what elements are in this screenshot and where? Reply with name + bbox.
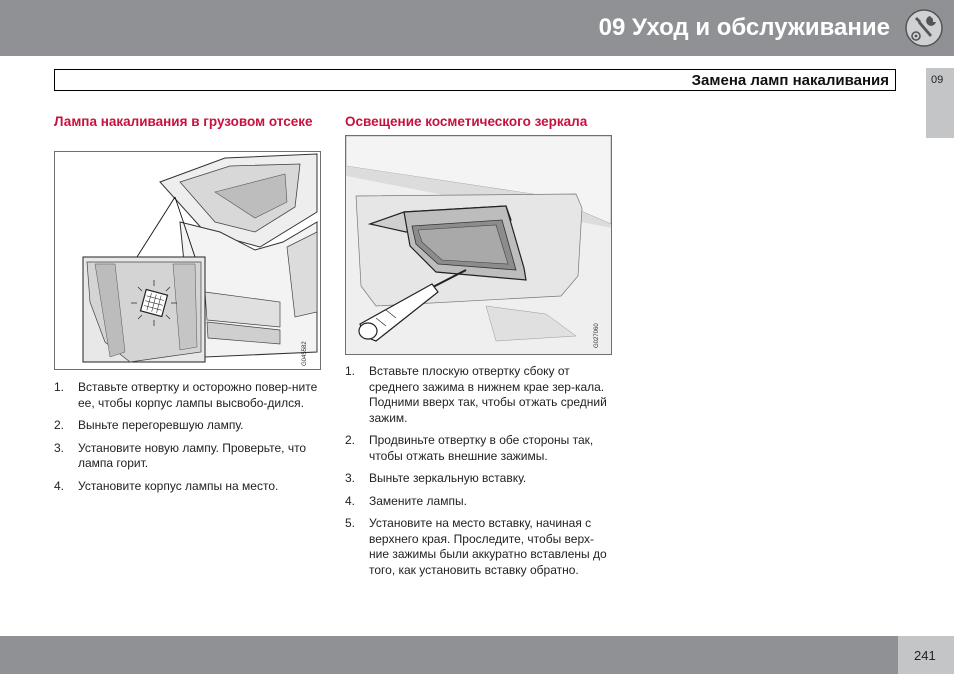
page-number: 241 xyxy=(914,648,936,663)
list-item: 3. Установите новую лампу. Проверьте, что лампа горит. xyxy=(54,440,307,470)
footer-band xyxy=(0,636,954,674)
left-column xyxy=(54,114,320,130)
section-bar xyxy=(54,69,896,91)
right-steps-list xyxy=(345,364,611,585)
wrench-gear-icon xyxy=(904,8,944,48)
right-column xyxy=(345,114,611,130)
vanity-mirror-figure xyxy=(345,135,612,355)
right-heading: Освещение косметического зеркала xyxy=(345,114,588,129)
list-item: 1. Вставьте плоскую отвертку сбоку от среднего зажима в нижнем крае зер-кала. Подними вверх так, чтобы отжать средний зажим. xyxy=(345,364,607,425)
list-item: 2. Продвиньте отвертку в обе стороны так, чтобы отжать внешние зажимы. xyxy=(345,433,594,463)
cargo-lamp-illustration xyxy=(55,152,320,369)
vanity-mirror-illustration xyxy=(346,136,611,354)
list-item: 1. Вставьте отвертку и осторожно повер-ните ее, чтобы корпус лампы высвобо-дился. xyxy=(54,380,318,410)
list-item: 5. Установите на место вставку, начиная с верхнего края. Проследите, чтобы верх-ние зажимы были аккуратно вставлены до того, как установить вставку обратно. xyxy=(345,516,607,577)
list-item: 4. Замените лампы. xyxy=(345,493,467,508)
chapter-title: 09 Уход и обслуживание xyxy=(598,14,890,41)
chapter-tab-label: 09 xyxy=(931,74,944,86)
left-heading: Лампа накаливания в грузовом отсеке xyxy=(54,114,313,129)
header-band xyxy=(0,0,954,56)
section-title: Замена ламп накаливания xyxy=(691,72,889,89)
right-figure-code: G027060 xyxy=(594,323,600,348)
chapter-tab xyxy=(926,68,954,138)
list-item: 2. Выньте перегоревшую лампу. xyxy=(54,418,244,432)
list-item: 4. Установите корпус лампы на место. xyxy=(54,478,279,493)
left-steps-list xyxy=(54,380,320,501)
list-item: 3. Выньте зеркальную вставку. xyxy=(345,471,527,485)
left-figure-code: G045582 xyxy=(302,341,308,366)
cargo-lamp-figure xyxy=(54,151,321,370)
